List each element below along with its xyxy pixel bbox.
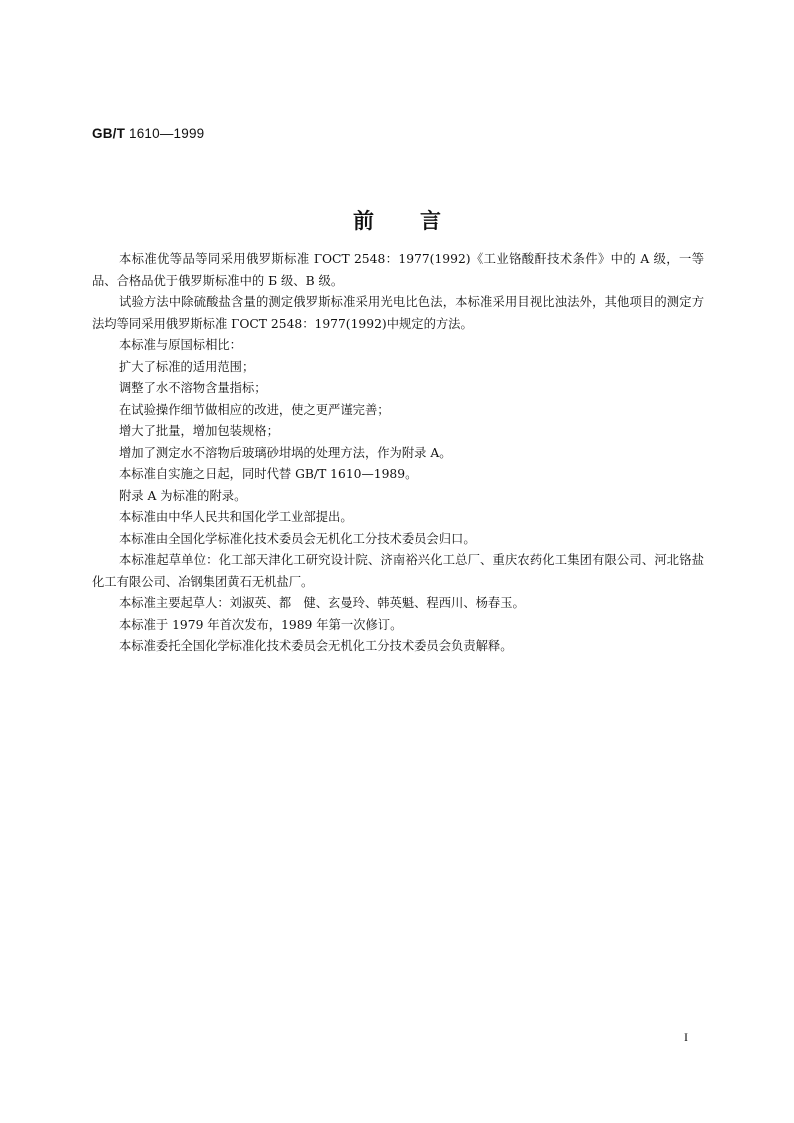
paragraph: 在试验操作细节做相应的改进，使之更严谨完善； bbox=[119, 402, 390, 417]
paragraph: 本标准于 1979 年首次发布，1989 年第一次修订。 bbox=[119, 617, 403, 632]
page-number: I bbox=[684, 1030, 688, 1044]
paragraph: 本标准起草单位：化工部天津化工研究设计院、济南裕兴化工总厂、重庆农药化工集团有限公司、河北铬盐化工有限公司、冶钢集团黄石无机盐厂。 bbox=[92, 553, 704, 589]
paragraph: 试验方法中除硫酸盐含量的测定俄罗斯标准采用光电比色法，本标准采用目视比浊法外，其他项目的测定方法均等同采用俄罗斯标准 ГОСТ 2548：1977(1992)中规定的方法。 bbox=[92, 295, 704, 331]
paragraph: 增加了测定水不溶物后玻璃砂坩埚的处理方法，作为附录 A。 bbox=[119, 445, 452, 460]
paragraph: 本标准委托全国化学标准化技术委员会无机化工分技术委员会负责解释。 bbox=[119, 639, 513, 653]
standard-number: 1610—1999 bbox=[129, 126, 205, 141]
paragraph: 本标准优等品等同采用俄罗斯标准 ГОСТ 2548：1977(1992)《工业铬酸酐技术条件》中的 A 级，一等品、合格品优于俄罗斯标准中的 Б 级、В 级。 bbox=[92, 252, 704, 288]
paragraph: 本标准自实施之日起，同时代替 GB/T 1610—1989。 bbox=[119, 467, 418, 481]
paragraph: 本标准与原国标相比： bbox=[119, 338, 242, 352]
paragraph: 增大了批量，增加包装规格； bbox=[119, 424, 279, 438]
paragraph: 调整了水不溶物含量指标； bbox=[119, 381, 267, 395]
paragraph: 本标准主要起草人：刘淑英、都 健、玄曼玲、韩英魁、程西川、杨春玉。 bbox=[119, 596, 525, 610]
paragraph: 扩大了标准的适用范围； bbox=[119, 359, 255, 374]
paragraph: 本标准由中华人民共和国化学工业部提出。 bbox=[119, 510, 353, 524]
paragraph: 本标准由全国化学标准化技术委员会无机化工分技术委员会归口。 bbox=[119, 531, 476, 546]
standard-code bbox=[92, 126, 204, 141]
foreword-body bbox=[92, 249, 704, 658]
standard-prefix: GB/T bbox=[92, 126, 126, 141]
page-title: 前言 bbox=[353, 209, 487, 233]
paragraph: 附录 A 为标准的附录。 bbox=[119, 488, 247, 503]
